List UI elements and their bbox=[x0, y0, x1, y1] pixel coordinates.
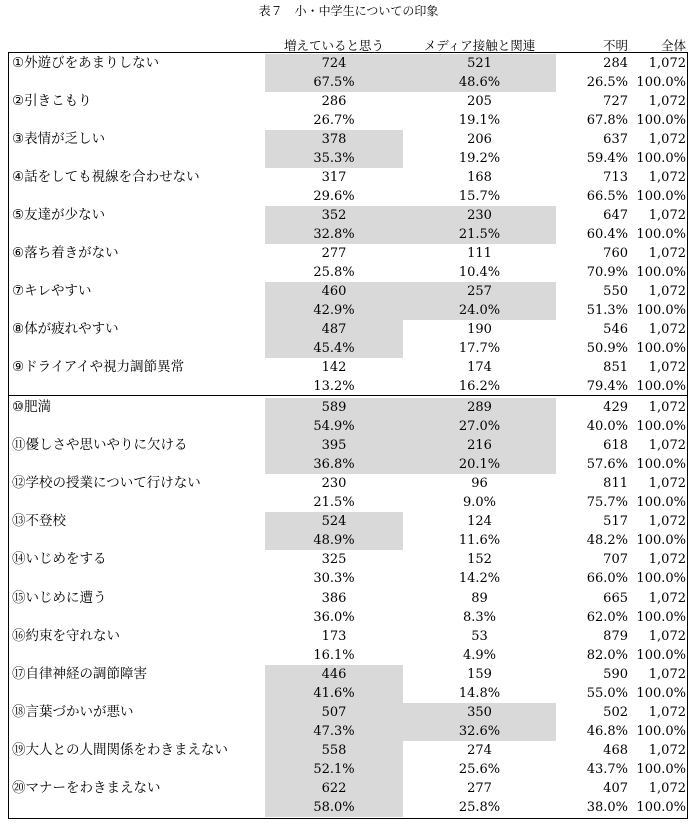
count-cell: 1,072 bbox=[648, 322, 686, 337]
count-cell: 284 bbox=[603, 56, 628, 71]
count-cell: 487 bbox=[265, 320, 403, 339]
count-cell: 205 bbox=[467, 94, 492, 109]
percent-cell: 32.6% bbox=[403, 722, 556, 741]
percent-cell: 38.0% bbox=[586, 800, 628, 815]
header-total: 全体 bbox=[660, 38, 686, 53]
row-label: ①外遊びをあまりしない bbox=[12, 55, 160, 71]
count-cell: 637 bbox=[603, 132, 628, 147]
row-label: ⑰自律神経の調節障害 bbox=[12, 665, 147, 682]
count-cell: 1,072 bbox=[648, 704, 686, 720]
count-cell: 429 bbox=[603, 400, 628, 415]
count-cell: 550 bbox=[603, 284, 628, 299]
percent-cell: 50.9% bbox=[586, 341, 628, 356]
count-cell: 665 bbox=[603, 590, 628, 606]
percent-cell: 48.9% bbox=[265, 531, 403, 550]
row-label: ⑤友達が少ない bbox=[12, 207, 106, 223]
count-cell: 317 bbox=[321, 170, 347, 185]
row-label: ⑫学校の授業について行けない bbox=[12, 475, 201, 492]
count-cell: 468 bbox=[603, 742, 628, 758]
count-cell: 325 bbox=[321, 552, 347, 568]
count-cell: 230 bbox=[321, 476, 347, 492]
percent-cell: 19.2% bbox=[458, 151, 501, 166]
count-cell: 1,072 bbox=[648, 132, 686, 147]
percent-cell: 26.7% bbox=[313, 113, 355, 128]
percent-cell: 32.8% bbox=[265, 225, 403, 244]
count-cell: 1,072 bbox=[648, 552, 686, 568]
count-cell: 216 bbox=[403, 436, 556, 455]
percent-cell: 100.0% bbox=[636, 189, 686, 204]
count-cell: 159 bbox=[467, 666, 492, 682]
percent-cell: 70.9% bbox=[586, 265, 628, 280]
count-cell: 1,072 bbox=[648, 590, 686, 606]
count-cell: 386 bbox=[321, 590, 347, 606]
count-cell: 1,072 bbox=[648, 246, 686, 261]
row-label: ⑩肥満 bbox=[12, 399, 52, 415]
count-cell: 622 bbox=[265, 779, 403, 798]
count-cell: 1,072 bbox=[648, 94, 686, 109]
percent-cell: 100.0% bbox=[636, 495, 686, 511]
count-cell: 152 bbox=[467, 552, 492, 568]
count-cell: 277 bbox=[467, 781, 492, 796]
percent-cell: 100.0% bbox=[636, 341, 686, 356]
count-cell: 879 bbox=[603, 628, 628, 644]
percent-cell: 51.3% bbox=[586, 303, 628, 318]
percent-cell: 16.2% bbox=[458, 379, 501, 394]
count-cell: 590 bbox=[603, 666, 628, 682]
count-cell: 546 bbox=[603, 322, 628, 337]
count-cell: 460 bbox=[265, 282, 403, 301]
percent-cell: 16.1% bbox=[313, 647, 355, 663]
count-cell: 1,072 bbox=[648, 476, 686, 492]
percent-cell: 100.0% bbox=[636, 723, 686, 739]
percent-cell: 48.2% bbox=[586, 533, 628, 549]
count-cell: 760 bbox=[603, 246, 628, 261]
percent-cell: 46.8% bbox=[586, 723, 628, 739]
percent-cell: 100.0% bbox=[636, 761, 686, 777]
percent-cell: 27.0% bbox=[403, 417, 556, 436]
count-cell: 724 bbox=[265, 54, 403, 73]
percent-cell: 47.3% bbox=[265, 722, 403, 741]
percent-cell: 100.0% bbox=[636, 457, 686, 473]
percent-cell: 100.0% bbox=[636, 419, 686, 434]
section-divider bbox=[8, 395, 688, 396]
row-label: ⑯約束を守れない bbox=[12, 627, 120, 644]
percent-cell: 26.5% bbox=[586, 75, 628, 90]
percent-cell: 75.7% bbox=[586, 495, 628, 511]
percent-cell: 67.8% bbox=[586, 113, 628, 128]
percent-cell: 100.0% bbox=[636, 113, 686, 128]
count-cell: 174 bbox=[467, 360, 492, 375]
percent-cell: 100.0% bbox=[636, 75, 686, 90]
count-cell: 53 bbox=[471, 628, 488, 644]
percent-cell: 14.8% bbox=[458, 685, 501, 701]
count-cell: 1,072 bbox=[648, 400, 686, 415]
count-cell: 190 bbox=[467, 322, 492, 337]
percent-cell: 25.6% bbox=[458, 761, 501, 777]
percent-cell: 42.9% bbox=[265, 301, 403, 320]
count-cell: 96 bbox=[471, 476, 488, 492]
count-cell: 257 bbox=[403, 282, 556, 301]
percent-cell: 59.4% bbox=[586, 151, 628, 166]
percent-cell: 66.5% bbox=[586, 189, 628, 204]
row-label: ⑬不登校 bbox=[12, 513, 66, 530]
count-cell: 230 bbox=[403, 206, 556, 225]
row-label: ②引きこもり bbox=[12, 93, 92, 109]
percent-cell: 8.3% bbox=[462, 609, 497, 625]
percent-cell: 19.1% bbox=[458, 113, 501, 128]
count-cell: 1,072 bbox=[648, 781, 686, 796]
percent-cell: 100.0% bbox=[636, 303, 686, 318]
count-cell: 168 bbox=[467, 170, 492, 185]
count-cell: 1,072 bbox=[648, 438, 686, 454]
percent-cell: 15.7% bbox=[458, 189, 501, 204]
count-cell: 446 bbox=[265, 665, 403, 684]
count-cell: 727 bbox=[603, 94, 628, 109]
percent-cell: 100.0% bbox=[636, 647, 686, 663]
row-label: ⑦キレやすい bbox=[12, 283, 92, 299]
percent-cell: 21.5% bbox=[313, 495, 355, 511]
count-cell: 1,072 bbox=[648, 170, 686, 185]
percent-cell: 9.0% bbox=[462, 495, 497, 511]
percent-cell: 36.0% bbox=[313, 609, 355, 625]
count-cell: 277 bbox=[321, 246, 347, 261]
row-label: ⑮いじめに遭う bbox=[12, 589, 107, 606]
percent-cell: 48.6% bbox=[403, 73, 556, 92]
percent-cell: 100.0% bbox=[636, 609, 686, 625]
count-cell: 352 bbox=[265, 206, 403, 225]
percent-cell: 100.0% bbox=[636, 571, 686, 587]
count-cell: 274 bbox=[467, 742, 492, 758]
percent-cell: 41.6% bbox=[265, 684, 403, 703]
percent-cell: 24.0% bbox=[403, 301, 556, 320]
percent-cell: 100.0% bbox=[636, 685, 686, 701]
count-cell: 1,072 bbox=[648, 514, 686, 530]
count-cell: 111 bbox=[467, 246, 492, 261]
percent-cell: 66.0% bbox=[586, 571, 628, 587]
percent-cell: 13.2% bbox=[313, 379, 355, 394]
count-cell: 286 bbox=[321, 94, 347, 109]
percent-cell: 25.8% bbox=[458, 800, 501, 815]
percent-cell: 10.4% bbox=[458, 265, 501, 280]
percent-cell: 82.0% bbox=[586, 647, 628, 663]
percent-cell: 79.4% bbox=[586, 379, 628, 394]
percent-cell: 20.1% bbox=[403, 455, 556, 474]
table-title: 表７ 小・中学生についての印象 bbox=[258, 4, 439, 18]
percent-cell: 58.0% bbox=[265, 798, 403, 817]
percent-cell: 17.7% bbox=[458, 341, 501, 356]
count-cell: 1,072 bbox=[648, 208, 686, 223]
percent-cell: 55.0% bbox=[586, 685, 628, 701]
count-cell: 713 bbox=[603, 170, 628, 185]
count-cell: 289 bbox=[403, 398, 556, 417]
count-cell: 811 bbox=[603, 476, 628, 492]
percent-cell: 100.0% bbox=[636, 151, 686, 166]
row-label: ④話をしても視線を合わせない bbox=[12, 169, 200, 185]
count-cell: 502 bbox=[603, 704, 628, 720]
percent-cell: 62.0% bbox=[586, 609, 628, 625]
count-cell: 89 bbox=[471, 590, 488, 606]
count-cell: 378 bbox=[265, 130, 403, 149]
count-cell: 618 bbox=[603, 438, 628, 454]
percent-cell: 29.6% bbox=[313, 189, 355, 204]
percent-cell: 30.3% bbox=[313, 571, 355, 587]
percent-cell: 57.6% bbox=[586, 457, 628, 473]
header-increasing: 増えていると思う bbox=[283, 38, 384, 53]
count-cell: 173 bbox=[321, 628, 347, 644]
percent-cell: 36.8% bbox=[265, 455, 403, 474]
count-cell: 1,072 bbox=[648, 628, 686, 644]
row-label: ⑥落ち着きがない bbox=[12, 245, 119, 261]
count-cell: 350 bbox=[403, 703, 556, 722]
count-cell: 521 bbox=[403, 54, 556, 73]
count-cell: 1,072 bbox=[648, 666, 686, 682]
percent-cell: 100.0% bbox=[636, 265, 686, 280]
percent-cell: 11.6% bbox=[458, 533, 501, 549]
row-label: ⑱言葉づかいが悪い bbox=[12, 703, 134, 720]
count-cell: 1,072 bbox=[648, 360, 686, 375]
count-cell: 206 bbox=[467, 132, 492, 147]
count-cell: 142 bbox=[321, 360, 347, 375]
percent-cell: 52.1% bbox=[265, 760, 403, 779]
count-cell: 851 bbox=[603, 360, 628, 375]
count-cell: 647 bbox=[603, 208, 628, 223]
count-cell: 1,072 bbox=[648, 56, 686, 71]
count-cell: 395 bbox=[265, 436, 403, 455]
row-label: ⑨ドライアイや視力調節異常 bbox=[12, 359, 185, 375]
percent-cell: 100.0% bbox=[636, 800, 686, 815]
count-cell: 589 bbox=[265, 398, 403, 417]
percent-cell: 40.0% bbox=[586, 419, 628, 434]
percent-cell: 100.0% bbox=[636, 227, 686, 242]
row-label: ⑧体が疲れやすい bbox=[12, 321, 119, 337]
row-label: ⑳マナーをわきまえない bbox=[12, 780, 161, 796]
count-cell: 517 bbox=[603, 514, 628, 530]
percent-cell: 43.7% bbox=[586, 761, 628, 777]
row-label: ⑭いじめをする bbox=[12, 551, 107, 568]
percent-cell: 25.8% bbox=[313, 265, 355, 280]
header-unknown: 不明 bbox=[602, 38, 628, 53]
row-label: ③表情が乏しい bbox=[12, 131, 106, 147]
percent-cell: 35.3% bbox=[265, 149, 403, 168]
count-cell: 707 bbox=[603, 552, 628, 568]
count-cell: 507 bbox=[265, 703, 403, 722]
header-media-related: メディア接触と関連 bbox=[423, 38, 536, 53]
percent-cell: 4.9% bbox=[462, 647, 497, 663]
percent-cell: 14.2% bbox=[458, 571, 501, 587]
count-cell: 1,072 bbox=[648, 742, 686, 758]
percent-cell: 54.9% bbox=[265, 417, 403, 436]
count-cell: 124 bbox=[467, 514, 492, 530]
count-cell: 407 bbox=[603, 781, 628, 796]
row-label: ⑲大人との人間関係をわきまえない bbox=[12, 741, 228, 758]
percent-cell: 60.4% bbox=[586, 227, 628, 242]
percent-cell: 100.0% bbox=[636, 533, 686, 549]
percent-cell: 21.5% bbox=[403, 225, 556, 244]
count-cell: 558 bbox=[265, 741, 403, 760]
percent-cell: 100.0% bbox=[636, 379, 686, 394]
percent-cell: 67.5% bbox=[265, 73, 403, 92]
count-cell: 1,072 bbox=[648, 284, 686, 299]
count-cell: 524 bbox=[265, 512, 403, 531]
row-label: ⑪優しさや思いやりに欠ける bbox=[12, 437, 188, 454]
percent-cell: 45.4% bbox=[265, 339, 403, 358]
